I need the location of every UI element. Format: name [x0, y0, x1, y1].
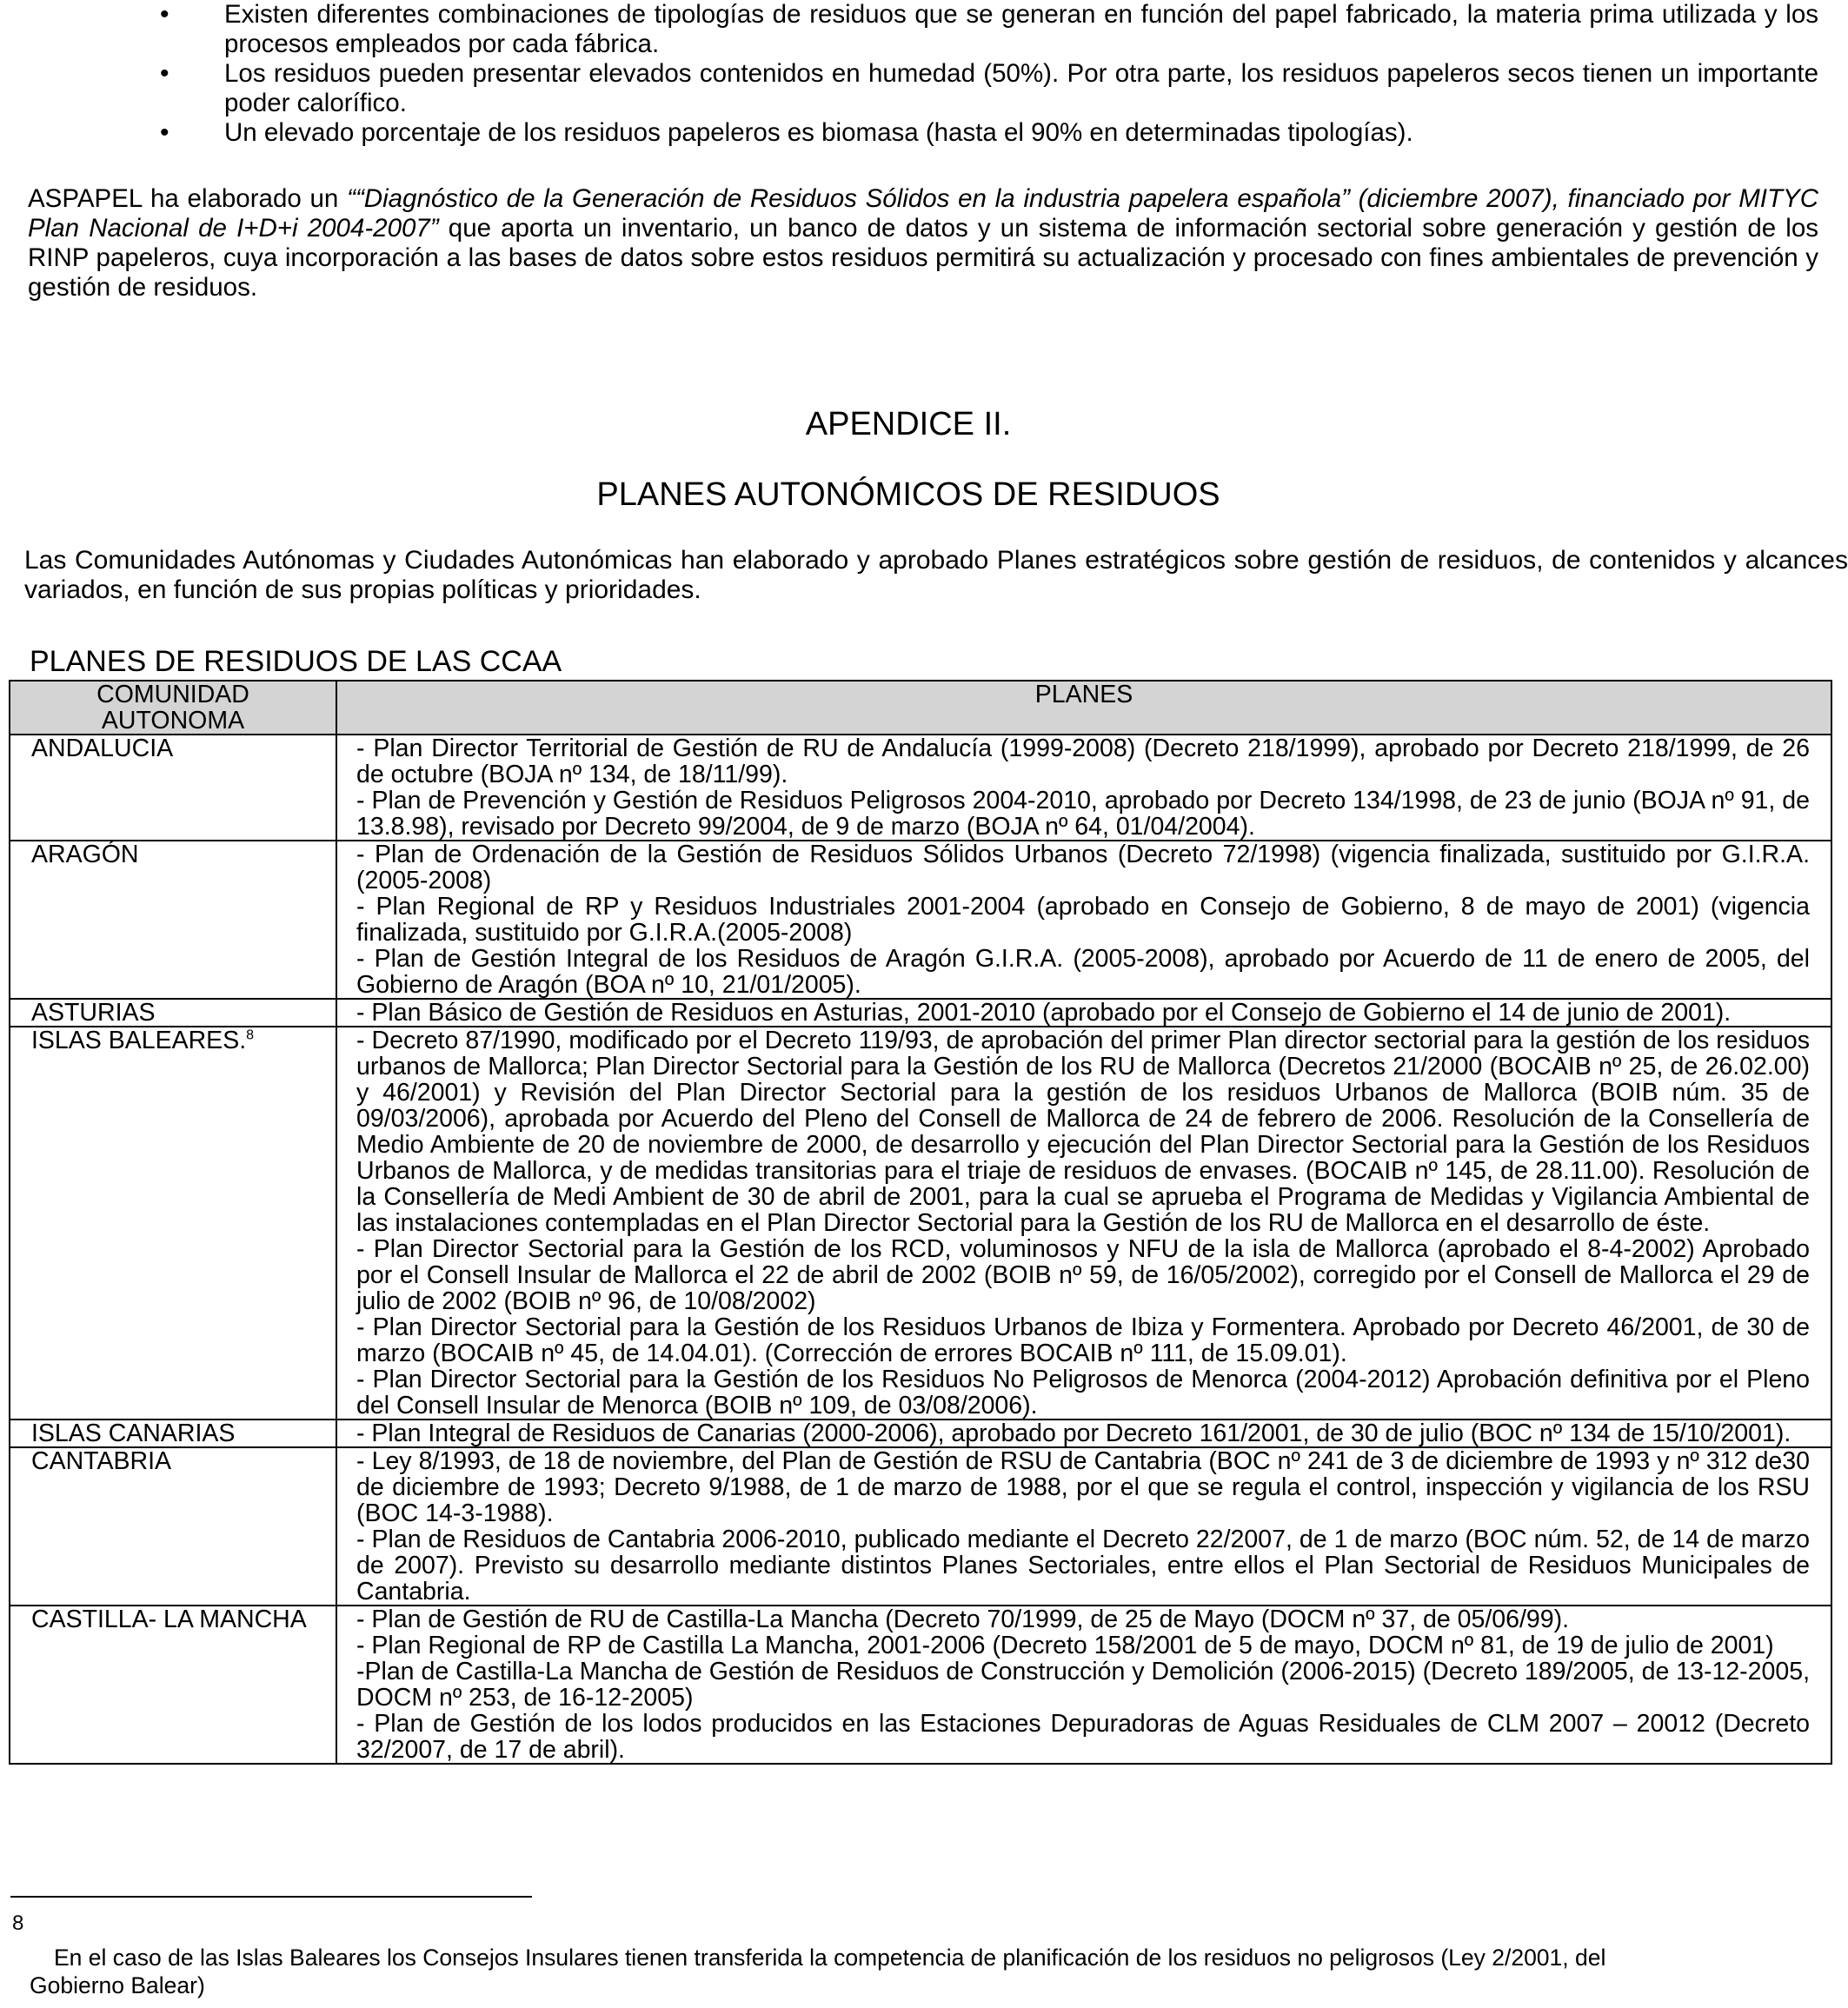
plan-item: - Plan de Gestión de los lodos producidos en las Estaciones Depuradoras de Aguas Residuales de CLM 2007 – 20012 (Decreto 32/2007, de 17 de abril). — [356, 1710, 1810, 1764]
intro-rest: que aporta un inventario, un banco de datos y un sistema de información sectorial sobre generación y gestión de los RINP papeleros, cuya incorporación a las bases de datos sobre estos residuos permitirá su actualización y procesado con fines ambientales de prevención y gestión de residuos. — [28, 214, 1818, 302]
bullet-item: • Los residuos pueden presentar elevados contenidos en humedad (50%). Por otra parte, los residuos papeleros secos tienen un importante poder calorífico. — [28, 59, 1818, 118]
plans-cell — [336, 1606, 1831, 1764]
plan-item: - Plan Regional de RP y Residuos Industriales 2001-2004 (aprobado en Consejo de Gobierno, 8 de mayo de 2001) (vigencia finalizada, sustituido por G.I.R.A.(2005-2008) — [356, 893, 1810, 947]
plan-item: - Plan Regional de RP de Castilla La Mancha, 2001-2006 (Decreto 158/2001 de 5 de mayo, DOCM nº 81, de 19 de julio de 2001) — [356, 1632, 1774, 1659]
region-cell — [10, 735, 336, 841]
plan-item: - Ley 8/1993, de 18 de noviembre, del Plan de Gestión de RSU de Cantabria (BOC nº 241 de 3 de diciembre de 1993 y nº 312 de30 de diciembre de 1993; Decreto 9/1988, de 1 de marzo de 1988, por el que se regula el control, inspección y vigilancia de los RSU (BOC 14-3-1988). — [356, 1447, 1810, 1527]
table-row — [10, 735, 1831, 841]
lead-paragraph: Las Comunidades Autónomas y Ciudades Autonómicas han elaborado y aprobado Planes estratégicos sobre gestión de residuos, de contenidos y alcances variados, en función de sus propias políticas y prioridades. — [24, 546, 1848, 604]
table-row — [10, 1606, 1831, 1764]
plan-item: - Plan Director Sectorial para la Gestión de los Residuos No Peligrosos de Menorca (2004-2012) Aprobación definitiva por el Pleno del Consell Insular de Menorca (BOIB nº 109, de 03/08/2006). — [356, 1366, 1810, 1420]
table-row — [10, 1447, 1831, 1606]
table-row — [10, 1027, 1831, 1420]
footnote-rule — [10, 1896, 532, 1898]
region-name: ASTURIAS — [31, 999, 156, 1027]
plan-item: -Plan de Castilla-La Mancha de Gestión de Residuos de Construcción y Demolición (2006-2015) (Decreto 189/2005, de 13-12-2005, DOCM nº 253, de 16-12-2005) — [356, 1658, 1810, 1712]
plan-item: - Plan de Gestión de RU de Castilla-La Mancha (Decreto 70/1999, de 25 de Mayo (DOCM nº 37, de 05/06/99). — [356, 1606, 1569, 1633]
table-row — [10, 1420, 1831, 1447]
plan-item: - Plan de Prevención y Gestión de Residuos Peligrosos 2004-2010, aprobado por Decreto 134/1998, de 23 de junio (BOJA nº 91, de 13.8.98), revisado por Decreto 99/2004, de 9 de marzo (BOJA nº 64, 01/04/2004). — [356, 787, 1810, 841]
plans-cell — [336, 1447, 1831, 1606]
plan-item: - Plan Director Sectorial para la Gestión de los RCD, voluminosos y NFU de la isla de Mallorca (aprobado el 8-4-2002) Aprobado por el Consell Insular de Mallorca el 22 de abril de 2002 (BOIB nº 59, de 16/05/2002), corregido por el Consell de Mallorca el 29 de julio de 2002 (BOIB nº 96, de 10/08/2002) — [356, 1235, 1810, 1315]
plans-cell — [336, 999, 1831, 1027]
bullet-list — [28, 0, 1818, 148]
plans-cell — [336, 1027, 1831, 1420]
plan-item: - Plan de Gestión Integral de los Residuos de Aragón G.I.R.A. (2005-2008), aprobado por Acuerdo de 11 de enero de 2005, del Gobierno de Aragón (BOA nº 10, 21/01/2005). — [356, 945, 1810, 999]
appendix-title: PLANES AUTONÓMICOS DE RESIDUOS — [596, 476, 1220, 513]
region-cell — [10, 841, 336, 999]
region-cell — [10, 1420, 336, 1447]
table-body — [10, 735, 1831, 1764]
region-name: ISLAS BALEARES. — [31, 1027, 247, 1054]
plan-item: - Plan Integral de Residuos de Canarias (2000-2006), aprobado por Decreto 161/2001, de 30 de julio (BOC nº 134 de 15/10/2001). — [356, 1420, 1791, 1447]
table-row — [10, 999, 1831, 1027]
region-cell — [10, 1027, 336, 1420]
region-cell — [10, 999, 336, 1027]
plans-table — [9, 680, 1832, 1765]
region-name: ANDALUCIA — [31, 735, 174, 762]
intro-report-title: ““Diagnóstico de la Generación de Residuos Sólidos en la industria papelera española” (diciembre 2007), financiado por MITYC Plan Nacional de I+D+i 2004-2007” — [28, 184, 1818, 243]
header-region: COMUNIDAD AUTONOMA — [10, 681, 336, 735]
bullet-item: • Un elevado porcentaje de los residuos papeleros es biomasa (hasta el 90% en determinadas tipologías). — [28, 118, 1818, 148]
table-caption: PLANES DE RESIDUOS DE LAS CCAA — [30, 645, 562, 678]
plan-item: - Plan Básico de Gestión de Residuos en Asturias, 2001-2010 (aprobado por el Consejo de Gobierno el 14 de junio de 2001). — [356, 999, 1732, 1027]
table-header-row — [10, 681, 1831, 735]
footnote-text: En el caso de las Islas Baleares los Consejos Insulares tienen transferida la competencia de planificación de los residuos no peligrosos (Ley 2/2001, del Gobierno Balear) — [30, 1945, 1606, 1998]
bullet-item: • Existen diferentes combinaciones de tipologías de residuos que se generan en función del papel fabricado, la materia prima utilizada y los procesos empleados por cada fábrica. — [28, 0, 1818, 59]
plan-item: - Plan Director Territorial de Gestión de RU de Andalucía (1999-2008) (Decreto 218/1999), aprobado por Decreto 218/1999, de 26 de octubre (BOJA nº 134, de 18/11/99). — [356, 735, 1810, 788]
intro-paragraph — [28, 184, 1818, 303]
plan-item: - Decreto 87/1990, modificado por el Decreto 119/93, de aprobación del primer Plan director sectorial para la gestión de los residuos urbanos de Mallorca; Plan Director Sectorial para la Gestión de los RU de Mallorca (Decretos 21/2000 (BOCAIB nº 25, de 26.02.00) y 46/2001) y Revisión del Plan Director Sectorial para la gestión de los residuos Urbanos de Mallorca (BOIB núm. 35 de 09/03/2006), aprobada por Acuerdo del Pleno del Consell de Mallorca de 24 de febrero de 2006. Resolución de la Consellería de Medio Ambiente de 20 de noviembre de 2000, de desarrollo y ejecución del Plan Director Sectorial para la Gestión de los Residuos Urbanos de Mallorca, y de medidas transitorias para el triaje de residuos de envases. (BOCAIB nº 145, de 28.11.00). Resolución de la Consellería de Medi Ambient de 30 de abril de 2001, para la cual se aprueba el Programa de Medidas y Vigilancia Ambiental de las instalaciones contempladas en el Plan Director Sectorial para la Gestión de los RU de Mallorca en el desarrollo de éste. — [356, 1027, 1810, 1237]
plans-cell — [336, 1420, 1831, 1447]
header-plans: PLANES — [336, 681, 1831, 735]
region-name: CASTILLA- LA MANCHA — [31, 1606, 307, 1633]
plan-item: - Plan de Residuos de Cantabria 2006-2010, publicado mediante el Decreto 22/2007, de 1 de marzo (BOC núm. 52, de 14 de marzo de 2007). Previsto su desarrollo mediante distintos Planes Sectoriales, entre ellos el Plan Sectorial de Residuos Municipales de Cantabria. — [356, 1526, 1810, 1606]
plans-cell — [336, 735, 1831, 841]
plan-item: - Plan de Ordenación de la Gestión de Residuos Sólidos Urbanos (Decreto 72/1998) (vigencia finalizada, sustituido por G.I.R.A.(2005-2008) — [356, 841, 1810, 894]
appendix-number: APENDICE II. — [805, 406, 1012, 442]
intro-lead: ASPAPEL ha elaborado un — [28, 184, 348, 213]
footnote-ref: 8 — [246, 1027, 255, 1043]
region-name: ARAGÓN — [31, 841, 139, 868]
plan-item: - Plan Director Sectorial para la Gestión de los Residuos Urbanos de Ibiza y Formentera. Aprobado por Decreto 46/2001, de 30 de marzo (BOCAIB nº 45, de 14.04.01). (Corrección de errores BOCAIB nº 111, de 15.09.01). — [356, 1313, 1810, 1367]
table-row — [10, 841, 1831, 999]
footnote-number: 8 — [12, 1912, 24, 1935]
region-name: CANTABRIA — [31, 1447, 171, 1475]
region-cell — [10, 1606, 336, 1764]
region-cell — [10, 1447, 336, 1606]
plans-cell — [336, 841, 1831, 999]
region-name: ISLAS CANARIAS — [31, 1420, 236, 1447]
